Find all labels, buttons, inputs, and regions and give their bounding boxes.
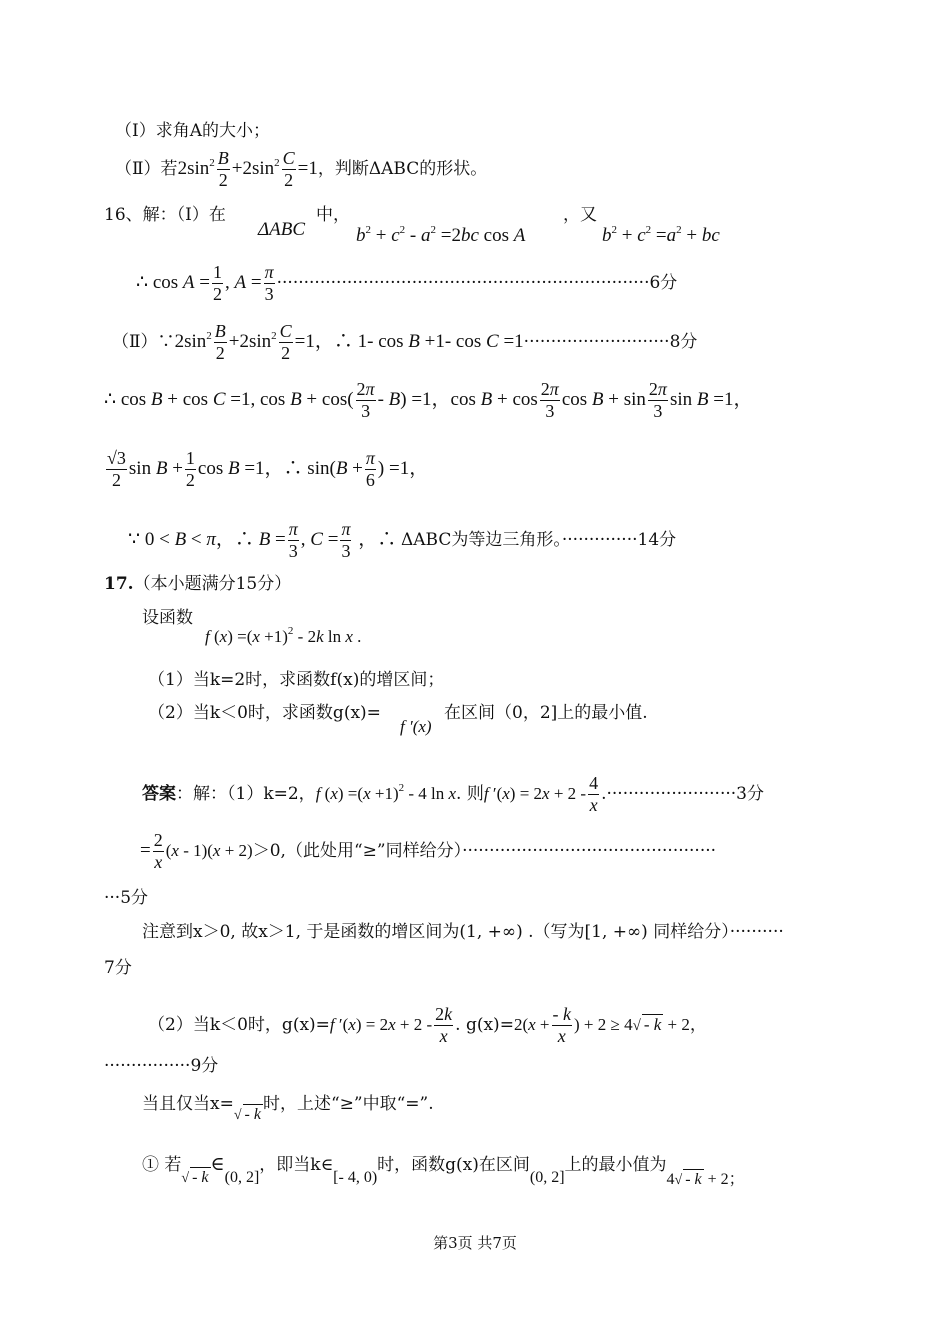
sol16-line6: ∵ 0 < B < π，∴ B = $\frac{\pi}{3}$ , C = $\frac{\pi}{3}$ ，∴ ΔABC为等边三角形。··············14分 xyxy=(128,519,677,561)
ans-line2: = $\frac{2}{x}$ (x - 1)(x + 2)＞0,（此处用“≥”同样给分）··············································· xyxy=(140,830,717,872)
sol16-score-6: ·····································································6分 xyxy=(276,273,678,293)
ans-l6-prefix: （2）当k＜0时，g(x)= xyxy=(148,1015,330,1035)
ans-l6-mid: g(x)= xyxy=(465,1015,514,1035)
ans-score-5: ···5分 xyxy=(104,888,149,908)
sol16-score-14: ΔABC为等边三角形。··············14分 xyxy=(401,530,677,550)
q15-part1: （Ⅰ）求角A的大小； xyxy=(115,121,270,141)
ans-l2-text: ＞0,（此处用“≥”同样给分）··············································· xyxy=(252,841,717,861)
sol16-cosine-law: $b^2 + c^2 - a^2 =2bc$ cos A xyxy=(356,224,526,246)
q17-part1: （1）当k=2时，求函数f(x)的增区间； xyxy=(148,670,445,690)
q15-part2-prefix: （Ⅱ）若 xyxy=(115,159,178,179)
ans-score-9: ················9分 xyxy=(104,1056,219,1076)
sol16-label: 16、解：（Ⅰ）在 xyxy=(104,205,226,225)
q17-part2-suffix: 在区间（0，2]上的最小值. xyxy=(444,703,648,723)
q17-function: f $(x) =(x +1)^2 - 2k$ ln x . xyxy=(205,625,362,646)
sol16-mid2: ，又 xyxy=(563,205,597,225)
ans-l9-mid3: 上的最小值为 xyxy=(564,1155,667,1175)
q17-derivative-ref: f ′(x) xyxy=(400,717,432,736)
ans-l1-mid: . 则 xyxy=(456,784,484,804)
q17-part2 xyxy=(148,703,381,723)
sol16-line3: $(Ⅱ)\because 2\sin^2$ $\frac{B}{2}$ $+2\sin^2$ $\frac{C}{2}$ =1，∴ 1- cos B +1- cos C =1···························8分 xyxy=(112,321,698,363)
ans-l1-prefix: ：解：（1）k=2， xyxy=(176,784,316,804)
sol16-triangle: ΔABC xyxy=(258,219,306,240)
q15-part2: （Ⅱ）若$2\sin^2$ $\frac{B}{2}$ $+2\sin^2$ $\frac{C}{2}$ =1，判断ΔABC的形状。 xyxy=(115,148,488,190)
ans-line6: （2）当k＜0时，g(x)=f ′(x) = 2x + 2 - $\frac{2k}{x}$ . g(x)=2(x + $\frac{- k}{x}$ ) + 2 ≥ 4√ - k + 2， xyxy=(148,1004,707,1046)
ans-line4: 注意到x＞0, 故x＞1, 于是函数的增区间为(1, +∞) .（写为[1, +∞) 同样给分）·········· xyxy=(142,922,784,942)
ans-line8: 当且仅当x=√ - k时，上述“≥”中取“=”. xyxy=(142,1094,434,1123)
sol16-line5: $\frac{√3}{2}$ sin B + $\frac{1}{2}$ cos B =1，∴ sin(B + $\frac{\pi}{6}$ ) =1， xyxy=(107,448,429,490)
ans-l8-suffix: 时，上述“≥”中取“=”. xyxy=(262,1094,434,1114)
q17-intro: 设函数 xyxy=(142,608,193,628)
q17-part2-prefix: （2）当k＜0时，求函数g(x)= xyxy=(148,703,381,723)
ans-l9-mid: ，即当k∈ xyxy=(259,1155,334,1175)
ans-l9-prefix: ① 若 xyxy=(142,1155,182,1175)
ans-score-3: ························3分 xyxy=(606,784,764,804)
sol16-mid: 中， xyxy=(316,205,350,225)
sol16-given: $b^2 + c^2 =a^2$ + bc xyxy=(602,224,720,246)
ans-label: 答案 xyxy=(142,784,176,804)
ans-l9-mid2: 时，函数g(x)在区间 xyxy=(377,1155,530,1175)
sol16-line4: ∴ cos B + cos C =1, cos B + cos( $\frac{2\pi}{3}$ - B) =1，cos B + cos $\frac{2\pi}{3}$ cos B + sin $\frac{2\pi}{3}$ sin B =1， xyxy=(104,379,753,421)
ans-l8-prefix: 当且仅当x= xyxy=(142,1094,234,1114)
ans-line1: 答案：解：（1）k=2，f $(x) =(x +1)^2 - 4$ ln x. 则f ′(x) = 2x + 2 - $\frac{4}{x}$ .························3分 xyxy=(142,773,764,815)
q17-points: （本小题满分15分） xyxy=(133,574,292,594)
ans-score-7: 7分 xyxy=(104,958,132,978)
sol16-score-8: ···························8分 xyxy=(523,332,698,352)
q17-header xyxy=(104,574,291,594)
page-footer: 第3页 共7页 xyxy=(433,1234,517,1252)
sol16-line1 xyxy=(104,205,226,225)
q15-part2-suffix: ，判断ΔABC的形状。 xyxy=(317,159,488,179)
sol16-line2: ∴ cos A = $\frac{1}{2}$ , A = $\frac{\pi}{3}$ ·····································································6分 xyxy=(136,262,678,304)
ans-line9: ① 若√ - k∈(0, 2]，即当k∈[- 4, 0)时，函数g(x)在区间(0, 2]上的最小值为4√ - k + 2； xyxy=(142,1154,745,1188)
q17-number: 17. xyxy=(104,574,134,594)
